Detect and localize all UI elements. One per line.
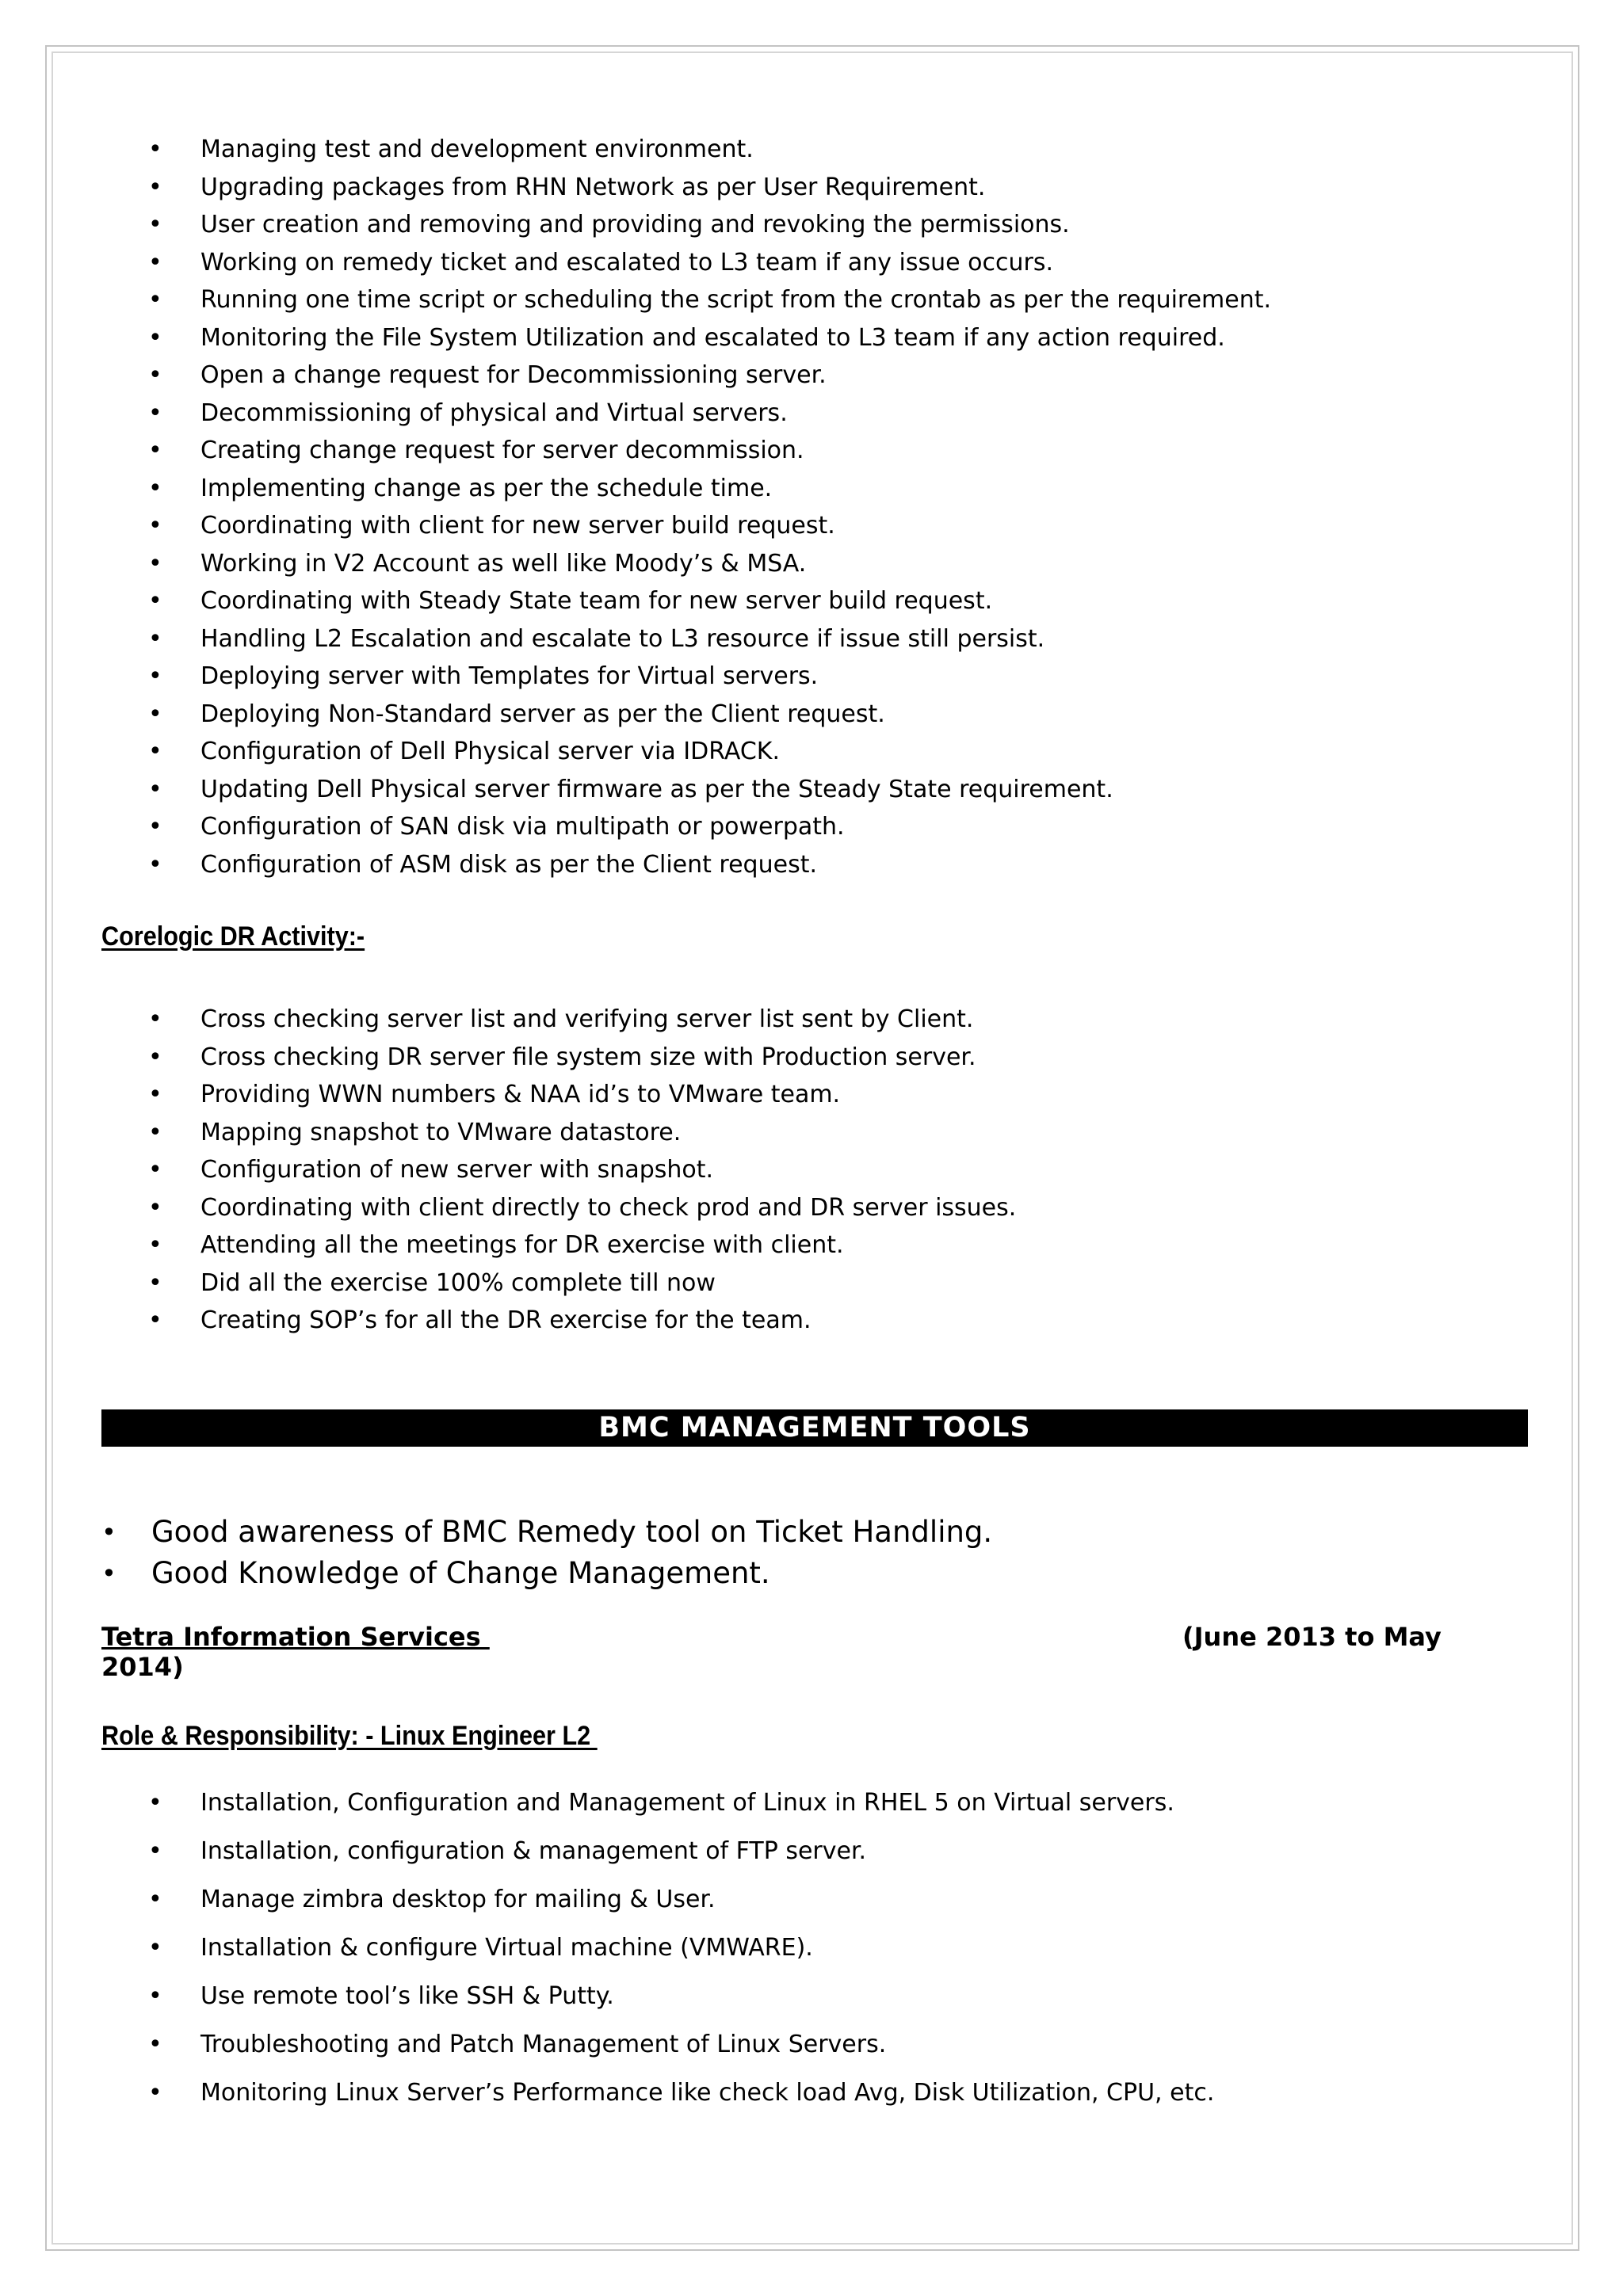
role-heading: Role & Responsibility: - Linux Engineer L2: [101, 1721, 598, 1751]
list-item-text: Managing test and development environment.: [200, 135, 754, 163]
list-item-text: Coordinating with Steady State team for new server build request.: [200, 587, 993, 615]
list-item: [0, 1151, 1623, 1189]
bullet-icon: •: [148, 1081, 162, 1108]
employment-dates-end: 2014): [101, 1652, 184, 1682]
list-item: [0, 395, 1623, 433]
list-item-text: Working on remedy ticket and escalated to L3 team if any issue occurs.: [200, 248, 1053, 277]
list-item-text: Monitoring Linux Server’s Performance like check load Avg, Disk Utilization, CPU, etc.: [200, 2079, 1215, 2107]
list-item: [0, 808, 1623, 846]
list-item-text: Handling L2 Escalation and escalate to L3 resource if issue still persist.: [200, 624, 1045, 653]
list-item-text: Configuration of Dell Physical server via IDRACK.: [200, 738, 781, 765]
list-item: [0, 281, 1623, 319]
list-item-text: Installation, Configuration and Management of Linux in RHEL 5 on Virtual servers.: [200, 1789, 1174, 1817]
list-item-text: Decommissioning of physical and Virtual servers.: [200, 399, 788, 427]
list-item-text: Deploying Non-Standard server as per the Client request.: [200, 700, 885, 728]
bullet-icon: •: [148, 1934, 162, 1962]
employment-dates-start: (June 2013 to May: [1182, 1622, 1442, 1652]
bmc-section-banner: BMC MANAGEMENT TOOLS: [101, 1409, 1528, 1447]
list-item-text: Use remote tool’s like SSH & Putty.: [200, 1982, 614, 2010]
list-item: [0, 1114, 1623, 1152]
list-item: [0, 169, 1623, 207]
list-item: [0, 244, 1623, 282]
list-item-text: Upgrading packages from RHN Network as per User Requirement.: [200, 173, 986, 201]
list-item: [0, 1189, 1623, 1227]
bullet-icon: •: [148, 1268, 162, 1297]
bullet-icon: •: [148, 135, 162, 163]
bullet-icon: •: [101, 1517, 116, 1547]
list-item: [0, 1972, 1623, 2020]
bullet-icon: •: [148, 1193, 162, 1222]
list-item: [0, 1076, 1623, 1114]
list-item: [0, 1001, 1623, 1039]
bullet-icon: •: [148, 1789, 162, 1817]
list-item-text: Cross checking DR server file system size with Production server.: [200, 1043, 976, 1071]
list-item-text: User creation and removing and providing and revoking the permissions.: [200, 211, 1070, 238]
bullet-icon: •: [148, 587, 162, 615]
list-item-text: Installation, configuration & management of FTP server.: [200, 1837, 867, 1865]
list-item-text: Creating SOP’s for all the DR exercise for the team.: [200, 1306, 812, 1334]
bullet-icon: •: [148, 1306, 162, 1334]
bullet-icon: •: [148, 662, 162, 690]
bullet-icon: •: [148, 1231, 162, 1259]
list-item: [0, 470, 1623, 508]
list-item: [0, 696, 1623, 734]
list-item: [0, 2020, 1623, 2069]
bullet-icon: •: [148, 775, 162, 803]
list-item: [0, 1553, 1623, 1594]
bullet-icon: •: [148, 512, 162, 540]
list-item-text: Working in V2 Account as well like Moody’s & MSA.: [200, 549, 807, 578]
bullet-icon: •: [148, 2031, 162, 2058]
bullet-icon: •: [148, 1982, 162, 2010]
list-item: [0, 1779, 1623, 1827]
bullet-icon: •: [148, 248, 162, 277]
list-item: [0, 1875, 1623, 1924]
list-item: [0, 1827, 1623, 1875]
list-item: [0, 1512, 1623, 1553]
list-item: [0, 620, 1623, 658]
list-item: [0, 1039, 1623, 1077]
list-item-text: Implementing change as per the schedule time.: [200, 474, 773, 502]
list-item: [0, 1302, 1623, 1340]
list-item: [0, 771, 1623, 809]
bullet-icon: •: [148, 474, 162, 502]
list-item: [0, 2069, 1623, 2117]
bullet-icon: •: [148, 1005, 162, 1033]
corelogic-dr-list: [0, 1001, 1623, 1340]
list-item-text: Deploying server with Templates for Virtual servers.: [200, 662, 819, 690]
list-item: [0, 582, 1623, 620]
tetra-responsibilities-list: [0, 1779, 1623, 2117]
list-item-text: Running one time script or scheduling the script from the crontab as per the requirement.: [200, 286, 1272, 314]
bullet-icon: •: [148, 399, 162, 427]
bullet-icon: •: [148, 1886, 162, 1913]
responsibilities-list: [0, 131, 1623, 883]
bullet-icon: •: [148, 1156, 162, 1184]
list-item-text: Good awareness of BMC Remedy tool on Ticket Handling.: [151, 1515, 993, 1549]
bullet-icon: •: [148, 738, 162, 765]
list-item-text: Mapping snapshot to VMware datastore.: [200, 1118, 682, 1146]
list-item-text: Configuration of ASM disk as per the Client request.: [200, 850, 817, 879]
bullet-icon: •: [148, 323, 162, 352]
bullet-icon: •: [148, 211, 162, 238]
corelogic-heading: Corelogic DR Activity:-: [101, 921, 365, 952]
list-item-text: Monitoring the File System Utilization and escalated to L3 team if any action required.: [200, 323, 1225, 352]
list-item-text: Creating change request for server decommission.: [200, 437, 804, 464]
list-item: [0, 357, 1623, 395]
bullet-icon: •: [148, 2079, 162, 2107]
list-item-text: Open a change request for Decommissioning server.: [200, 361, 827, 389]
bullet-icon: •: [148, 700, 162, 728]
list-item: [0, 1226, 1623, 1264]
list-item: [0, 846, 1623, 884]
bullet-icon: •: [148, 286, 162, 314]
company-name: Tetra Information Services: [101, 1622, 490, 1652]
bmc-tools-list: [0, 1512, 1623, 1594]
bullet-icon: •: [148, 549, 162, 578]
list-item-text: Installation & configure Virtual machine (VMWARE).: [200, 1934, 813, 1962]
list-item-text: Manage zimbra desktop for mailing & User.: [200, 1886, 716, 1913]
list-item-text: Troubleshooting and Patch Management of Linux Servers.: [200, 2031, 887, 2058]
list-item: [0, 319, 1623, 357]
list-item: [0, 545, 1623, 583]
list-item: [0, 1924, 1623, 1972]
bullet-icon: •: [148, 624, 162, 653]
list-item-text: Attending all the meetings for DR exercise with client.: [200, 1231, 844, 1259]
bullet-icon: •: [148, 1118, 162, 1146]
bullet-icon: •: [148, 813, 162, 841]
bullet-icon: •: [148, 1043, 162, 1071]
list-item-text: Updating Dell Physical server firmware as per the Steady State requirement.: [200, 775, 1113, 803]
list-item: [0, 507, 1623, 545]
bullet-icon: •: [148, 850, 162, 879]
list-item: [0, 206, 1623, 244]
list-item: [0, 658, 1623, 696]
list-item-text: Providing WWN numbers & NAA id’s to VMware team.: [200, 1081, 841, 1108]
bullet-icon: •: [148, 1837, 162, 1865]
list-item-text: Coordinating with client directly to check prod and DR server issues.: [200, 1193, 1017, 1222]
list-item-text: Did all the exercise 100% complete till now: [200, 1268, 716, 1297]
list-item: [0, 1264, 1623, 1302]
list-item-text: Good Knowledge of Change Management.: [151, 1556, 770, 1590]
list-item: [0, 432, 1623, 470]
list-item-text: Coordinating with client for new server build request.: [200, 512, 835, 540]
bullet-icon: •: [148, 361, 162, 389]
list-item: [0, 733, 1623, 771]
bullet-icon: •: [148, 437, 162, 464]
list-item-text: Cross checking server list and verifying server list sent by Client.: [200, 1005, 974, 1033]
bullet-icon: •: [101, 1558, 116, 1589]
list-item-text: Configuration of new server with snapshot.: [200, 1156, 714, 1184]
list-item-text: Configuration of SAN disk via multipath or powerpath.: [200, 813, 845, 841]
bullet-icon: •: [148, 173, 162, 201]
list-item: [0, 131, 1623, 169]
